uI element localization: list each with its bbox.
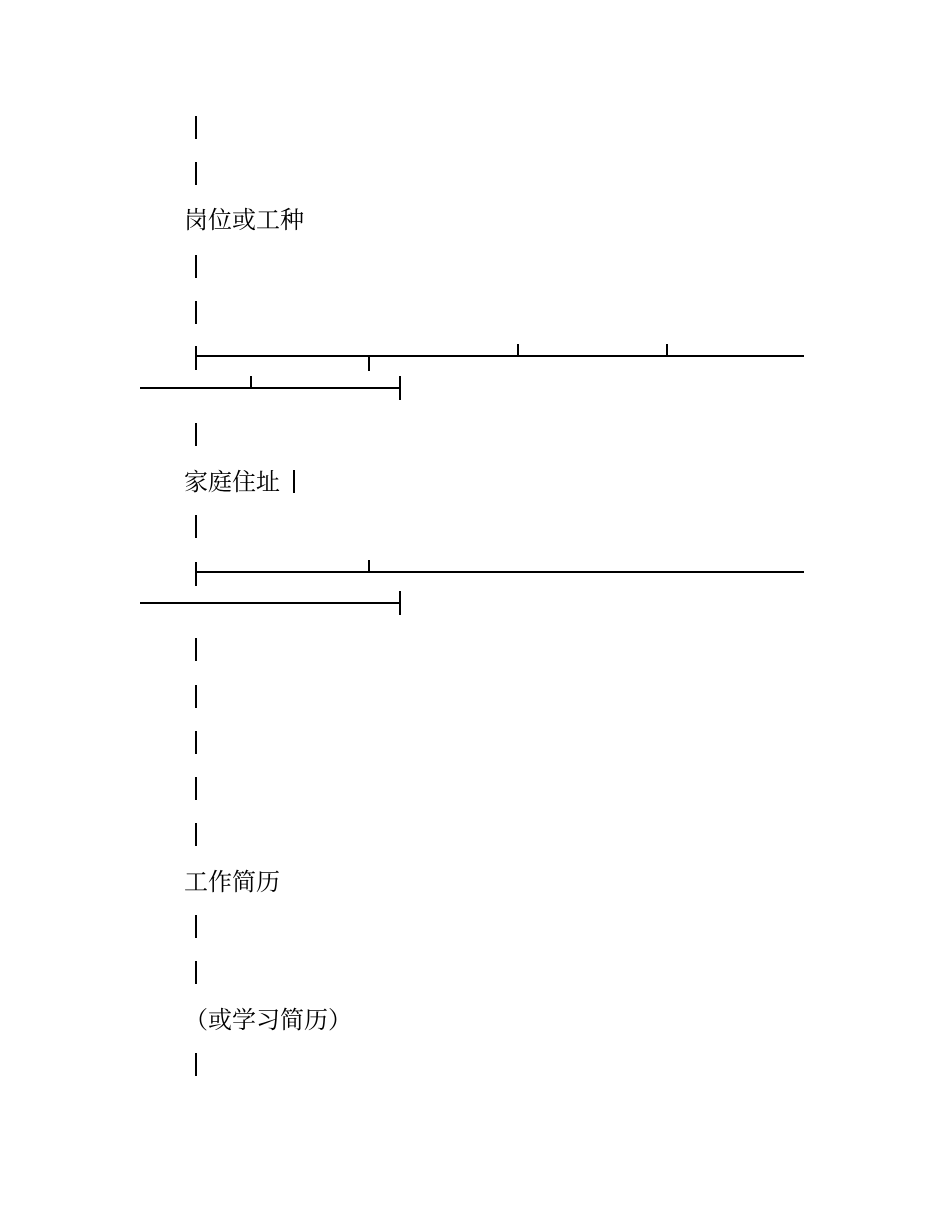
table-border-mark [195, 346, 197, 370]
position-label: 岗位或工种 [184, 206, 304, 234]
table-rule [140, 387, 401, 389]
table-cell-divider [368, 357, 370, 371]
table-border-mark [195, 255, 197, 278]
table-border-mark [195, 915, 197, 938]
table-border-mark [195, 961, 197, 984]
table-border-mark [195, 685, 197, 708]
table-border-mark [195, 638, 197, 661]
table-border-mark [195, 301, 197, 324]
table-cell-divider [368, 560, 370, 572]
table-border-mark [195, 116, 197, 139]
table-border-mark [195, 1053, 197, 1076]
table-border-mark [195, 515, 197, 538]
table-border-mark [195, 162, 197, 185]
table-border-mark [195, 562, 197, 586]
table-border-mark [399, 591, 401, 615]
table-cell-divider [517, 344, 519, 356]
table-rule [195, 355, 804, 357]
table-border-mark [195, 423, 197, 446]
table-border-mark [399, 376, 401, 400]
table-border-mark [293, 470, 295, 493]
work-history-label: 工作简历 [184, 868, 280, 896]
table-border-mark [195, 777, 197, 800]
table-border-mark [195, 731, 197, 754]
address-label: 家庭住址 [184, 468, 280, 496]
table-rule [195, 571, 804, 573]
table-cell-divider [666, 344, 668, 356]
table-border-mark [195, 823, 197, 846]
study-history-label: （或学习简历） [184, 1006, 352, 1034]
table-rule [140, 602, 401, 604]
table-cell-divider [250, 376, 252, 388]
